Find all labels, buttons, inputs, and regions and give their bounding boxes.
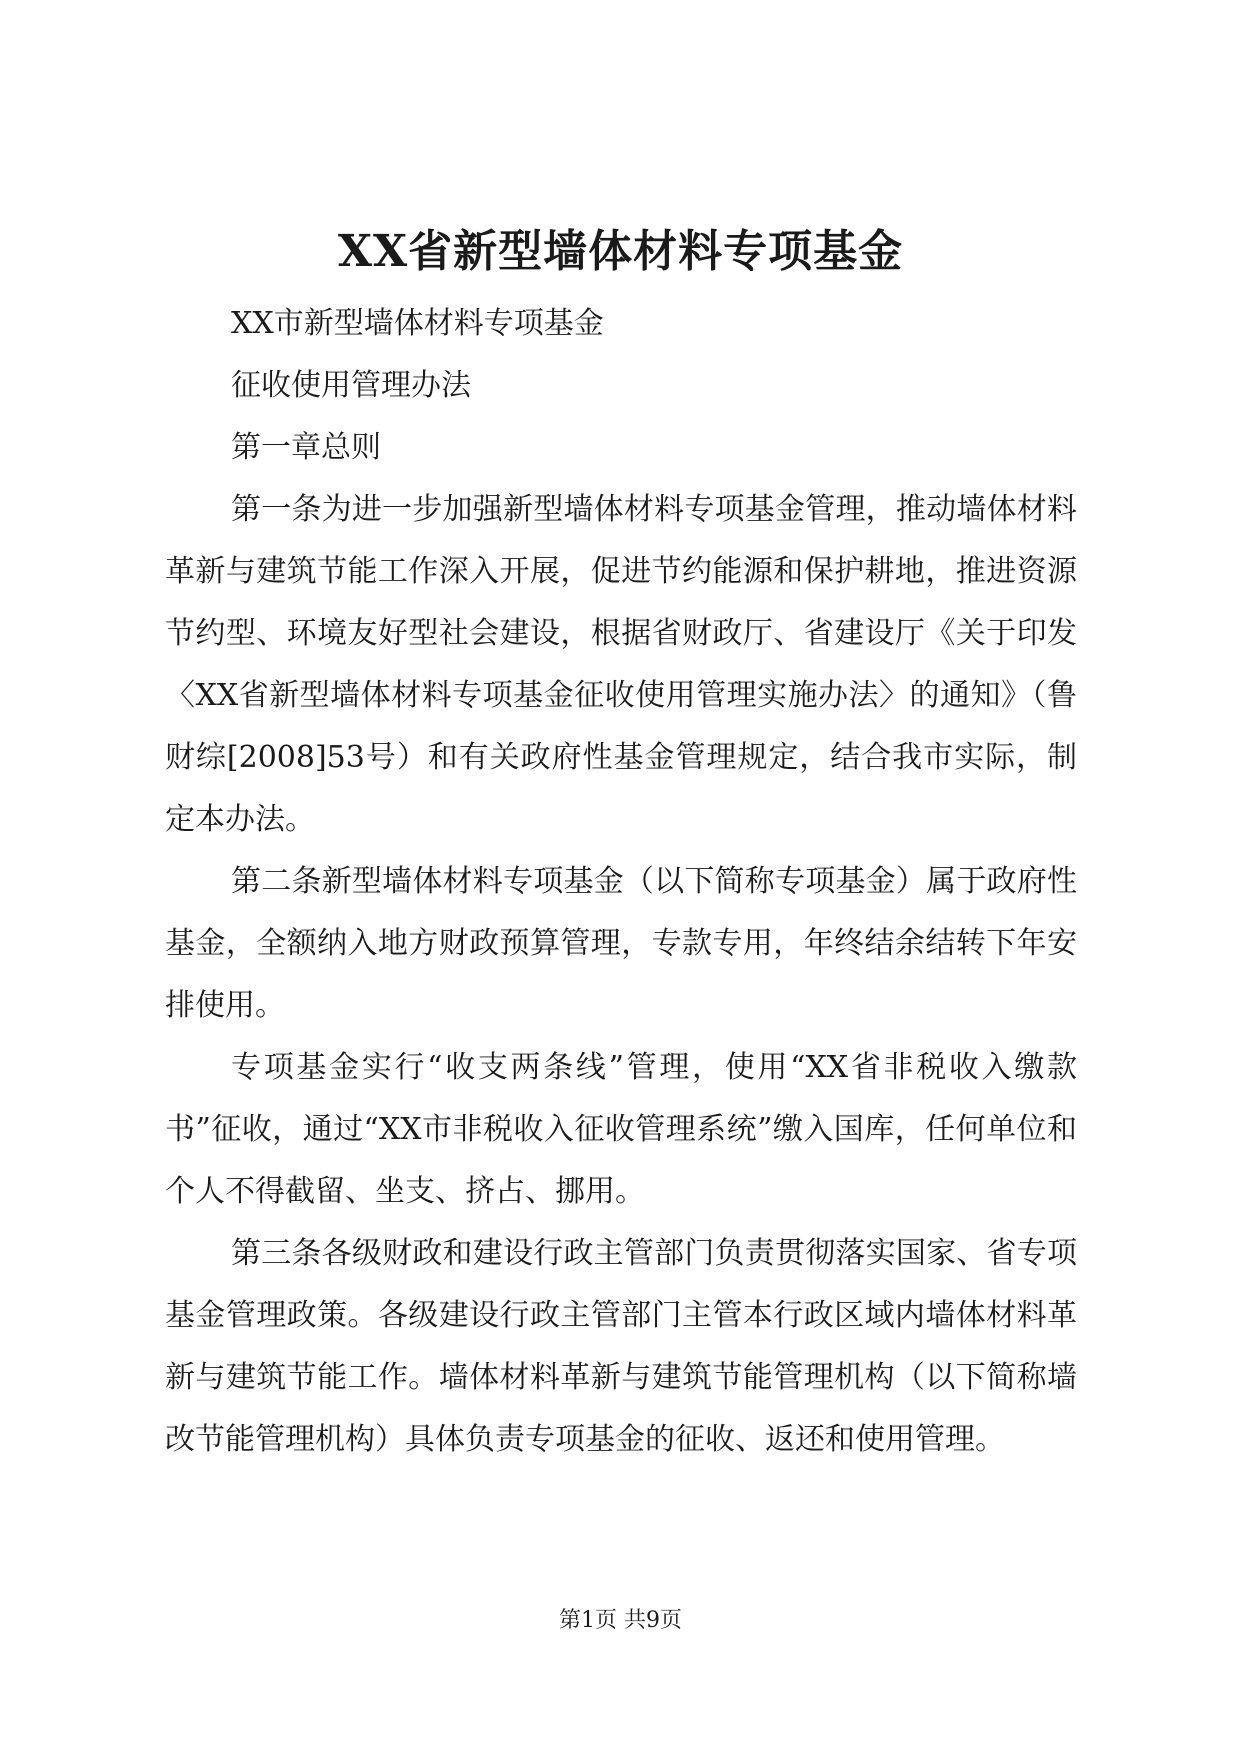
page-number: 第1页 bbox=[559, 1608, 617, 1633]
document-title: XX省新型墙体材料专项基金 bbox=[337, 226, 904, 277]
page-footer bbox=[0, 1606, 1241, 1636]
paragraph-article-3: 第三条各级财政和建设行政主管部门负责贯彻落实国家、省专项基金管理政策。各级建设行政主管部门主管本行政区域内墙体材料革新与建筑节能工作。墙体材料革新与建筑节能管理机构（以下简称墙改节能管理机构）具体负责专项基金的征收、返还和使用管理。 bbox=[165, 1236, 1077, 1457]
paragraph-article-1: 第一条为进一步加强新型墙体材料专项基金管理，推动墙体材料革新与建筑节能工作深入开展，促进节约能源和保护耕地，推进资源节约型、环境友好型社会建设，根据省财政厅、省建设厅《关于印发〈XX省新型墙体材料专项基金征收使用管理实施办法〉的通知》（鲁财综[2008]53号）和有关政府性基金管理规定，结合我市实际，制定本办法。 bbox=[165, 492, 1077, 837]
paragraph-article-2: 第二条新型墙体材料专项基金（以下简称专项基金）属于政府性基金，全额纳入地方财政预算管理，专款专用，年终结余结转下年安排使用。 bbox=[165, 864, 1077, 1023]
paragraph-subtitle-2: 征收使用管理办法 bbox=[231, 368, 471, 403]
paragraph-article-2-continued: 专项基金实行“收支两条线”管理，使用“XX省非税收入缴款书”征收，通过“XX市非税收入征收管理系统”缴入国库，任何单位和个人不得截留、坐支、挤占、挪用。 bbox=[165, 1050, 1077, 1209]
paragraph-subtitle-1: XX市新型墙体材料专项基金 bbox=[231, 306, 604, 341]
paragraph-chapter-heading: 第一章总则 bbox=[231, 430, 381, 465]
document-body bbox=[165, 293, 1077, 1471]
page-total: 共9页 bbox=[624, 1608, 682, 1633]
